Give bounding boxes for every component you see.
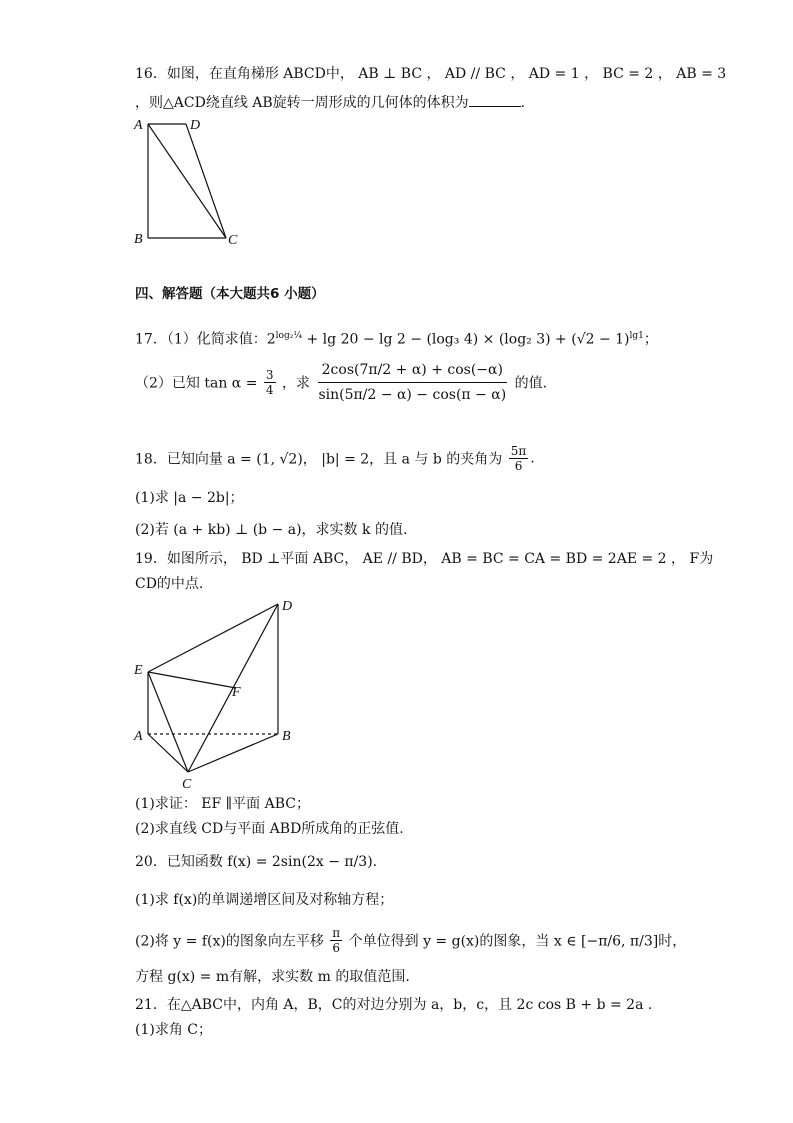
q17-tan-text: （2）已知 tan α = xyxy=(135,375,258,392)
expr-num: 2cos(7π/2 + α) + cos(−α) xyxy=(318,362,507,383)
label-d: D xyxy=(282,599,293,614)
segment-ac xyxy=(148,734,188,772)
q17-part2 xyxy=(135,362,547,403)
q20-shift-text: (2)将 y = f(x)的图象向左平移 xyxy=(135,933,324,950)
shift-fraction xyxy=(330,926,342,955)
label-d: D xyxy=(190,118,201,133)
q20-line4: 方程 g(x) = m有解，求实数 m 的取值范围. xyxy=(135,969,410,985)
angle-num: 5π xyxy=(510,444,527,458)
q16-line2-text: ，则△ACD绕直线 AB旋转一周形成的几何体的体积为 xyxy=(135,95,469,111)
label-b: B xyxy=(134,232,143,247)
q17-part1 xyxy=(135,326,658,350)
q16-period: . xyxy=(520,95,526,111)
angle-den: 6 xyxy=(514,459,523,473)
expr-den: sin(5π/2 − α) − cos(π − α) xyxy=(318,387,507,403)
q19-line3: (1)求证： EF ∥平面 ABC； xyxy=(135,796,310,812)
q18-line3: (2)若 (a + kb) ⊥ (b − a)，求实数 k 的值. xyxy=(135,522,408,538)
q20-line1: 20．已知函数 f(x) = 2sin(2x − π/3). xyxy=(135,854,378,870)
tan-den: 4 xyxy=(265,383,274,397)
shift-den: 6 xyxy=(332,941,341,955)
q19-line1: 19．如图所示， BD ⊥平面 ABC， AE // BD， AB = BC = CA = BD = 2AE = 2 ， F为 xyxy=(135,551,714,567)
label-b: B xyxy=(282,729,291,744)
q21-line1: 21．在△ABC中，内角 A，B，C的对边分别为 a，b，c，且 2c cos B + b = 2a . xyxy=(135,997,653,1013)
segment-cb xyxy=(188,734,278,772)
q21-line2: (1)求角 C； xyxy=(135,1022,212,1038)
label-c: C xyxy=(228,233,238,248)
segment-ac xyxy=(148,124,226,238)
section-header: 四、解答题（本大题共6 小题） xyxy=(135,286,325,302)
q19-line4: (2)求直线 CD与平面 ABD所成角的正弦值. xyxy=(135,821,404,837)
q18-line1 xyxy=(135,444,535,473)
q18-line2: (1)求 |a − 2b|； xyxy=(135,490,244,506)
q17-ask: ，求 xyxy=(281,375,310,392)
segment-ec xyxy=(148,672,188,772)
q17-exponent2: lg1 xyxy=(629,331,644,341)
label-a: A xyxy=(134,118,143,133)
q19-line2: CD的中点. xyxy=(135,576,204,592)
expr-fraction xyxy=(314,362,510,403)
q16-figure xyxy=(120,112,260,252)
q18-text: 18．已知向量 a = (1, √2)， |b| = 2，且 a 与 b 的夹角为 xyxy=(135,451,503,468)
q17-end: ； xyxy=(643,331,658,348)
shift-num: π xyxy=(332,926,341,940)
segment-ef xyxy=(148,672,236,688)
q20-line3 xyxy=(135,926,686,955)
q18-period: . xyxy=(530,450,535,467)
angle-fraction xyxy=(509,444,529,473)
tan-num: 3 xyxy=(265,368,274,382)
q16-line2 xyxy=(135,92,525,113)
answer-blank xyxy=(469,92,521,107)
q17-end2: 的值. xyxy=(514,375,548,392)
q17-label: 17．（1）化简求值： xyxy=(135,331,267,348)
q17-exponent: log₂¼ xyxy=(275,331,303,341)
label-f: F xyxy=(232,685,241,700)
label-c: C xyxy=(182,777,192,792)
segment-dc xyxy=(186,124,226,238)
q17-base: 2 xyxy=(266,331,276,348)
q20-line2: (1)求 f(x)的单调递增区间及对称轴方程； xyxy=(135,892,394,908)
q20-range-text: 个单位得到 y = g(x)的图象，当 x ∈ [−π/6, π/3]时， xyxy=(348,933,687,950)
q19-figure xyxy=(120,592,310,792)
segment-ed xyxy=(148,604,278,672)
label-a: A xyxy=(134,729,143,744)
q17-expression: + lg 20 − lg 2 − (log₃ 4) × (log₂ 3) + (√2 − 1) xyxy=(306,331,630,348)
label-e: E xyxy=(134,663,143,678)
tan-fraction xyxy=(264,368,276,397)
q16-line1: 16．如图，在直角梯形 ABCD中， AB ⊥ BC ， AD // BC ， AD = 1 ， BC = 2 ， AB = 3 xyxy=(135,66,727,82)
